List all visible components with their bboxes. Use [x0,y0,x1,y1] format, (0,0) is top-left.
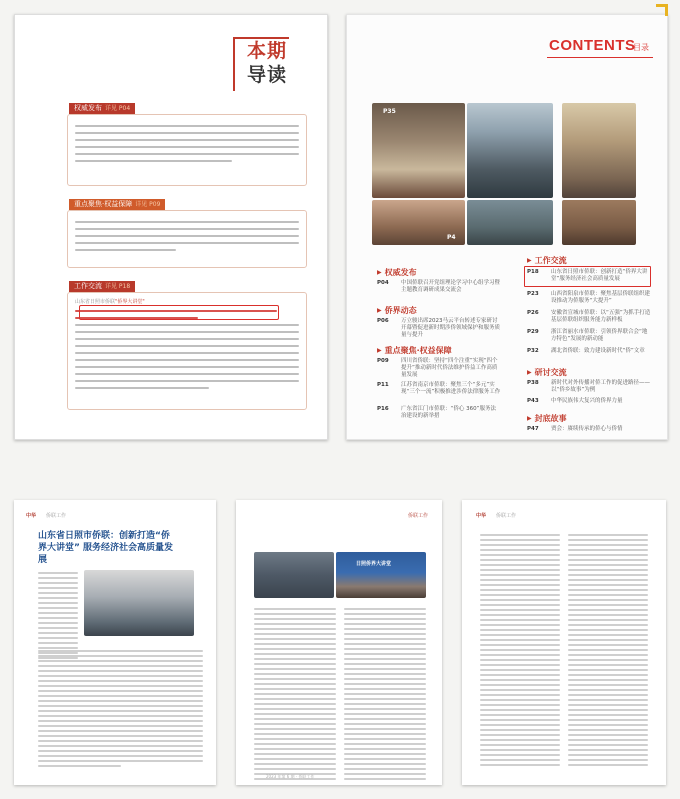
contents-title: CONTENTS [549,37,636,54]
toc-item-p43[interactable]: P43 中华民族伟大复兴的侨界力量 [527,398,623,404]
toc-item-p11[interactable]: P11 江苏省南京市侨联：聚焦三个“多元”实现“三个一流”积极推进涉侨法律服务工作 [377,382,501,395]
photo-label-2: P4 [447,234,456,241]
toc-item-p18[interactable]: P18 山东省日照市侨联：创新打造“侨界大讲堂”服务经济社会高质量发展 [527,269,648,282]
article-photo-1 [84,570,194,636]
mag-section-1: 侨联工作 [46,513,67,519]
article-col-3a [480,534,560,769]
toc-section-dynamics: ▶ 侨界动态 [377,305,417,316]
toc-section-focus: ▶ 重点聚焦·权益保障 [377,345,452,356]
heading-char-3: 导 [247,64,267,86]
toc-item-p04[interactable]: P04 中国侨联召开党组理论学习中心组学习暨主题教育调研成果交流会 [377,280,501,293]
meeting-photo-6 [562,200,636,245]
title-rule [547,57,653,58]
heading-char-2: 期 [267,40,287,62]
contents-subtitle: 目录 [633,43,649,52]
article-col-1 [38,572,78,662]
article-headline: 山东省日照市侨联：创新打造“侨界大讲堂” 服务经济社会高质量发展 [38,531,174,565]
article-page-1 [14,500,216,785]
toc-item-p16[interactable]: P16 广东省江门市侨联：“侨心 360”服务法治建设的新举措 [377,406,496,419]
article-body-1 [38,650,203,770]
preview-page-left [14,14,328,440]
heading-char-1: 本 [247,40,267,62]
meeting-photo-2 [467,103,553,198]
photo-label-1: P35 [383,108,396,115]
toc-section-backcover: ▶ 封底故事 [527,413,567,424]
mag-section-2: 侨联工作 [408,513,429,519]
toc-item-p47[interactable]: P47 贾会：赓续传承的侨心与侨情 [527,426,623,432]
article-photo-2 [254,552,334,598]
article-col-2b [344,608,426,783]
page-footer: 2023 年第 6 期 · 侨联工作 [266,774,315,779]
article-page-3 [462,500,666,785]
article-col-3b [568,534,648,769]
section-tag-focus: 重点聚焦·权益保障 详见 P09 [69,199,165,210]
excerpt-lead: 山东省日照市侨联"侨界大讲堂" [75,299,145,305]
meeting-photo-3 [562,103,636,198]
highlight-box [79,305,279,320]
meeting-photo-1 [372,103,465,198]
heading-char-4: 读 [267,64,287,86]
mag-logo-1: 中华 [26,513,37,519]
toc-item-p23[interactable]: P23 山西省阳泉市侨联：聚焦基层侨联组织建设推动为侨服务“大提升” [527,291,651,304]
article-photo-3 [336,552,426,598]
mag-section-3: 侨联工作 [496,513,517,519]
toc-section-exchange: ▶ 工作交流 [527,255,567,266]
mag-logo-3: 中华 [476,513,487,519]
preview-page-right [346,14,668,440]
meeting-photo-5 [467,200,553,245]
article-col-2a [254,608,336,783]
toc-item-p26[interactable]: P26 安徽省宣城市侨联：以“五强”为抓手打造基层侨联组织服务能力新样板 [527,310,651,323]
toc-item-p09[interactable]: P09 四川省侨联：坚持“四个注重”实现“四个提升”推动新时代侨法维护侨益工作高质量发展 [377,358,498,378]
photo-banner-text: 日照侨界大讲堂 [356,561,392,567]
section-tag-exchange: 工作交流 详见 P18 [69,281,135,292]
section-box-focus [67,210,307,268]
toc-section-research: ▶ 研讨交流 [527,367,567,378]
toc-item-p38[interactable]: P38 新时代对外传播对侨工作的促进路径——以“侨乡故事”为例 [527,380,651,393]
toc-item-p06[interactable]: P06 万立骏出席2023马云平台转述专家研讨开幕暨促进新时期涉侨领域保护和服务质量与提升 [377,318,501,338]
toc-section-authority: ▶ 权威发布 [377,267,417,278]
toc-item-p32[interactable]: P32 湖北省侨联：致力建设新时代“侨”文章 [527,348,645,354]
article-page-2 [236,500,442,785]
section-tag-authority: 权威发布 详见 P04 [69,103,135,114]
corner-ornament-icon [656,4,670,18]
toc-highlight-box [524,266,651,287]
toc-item-p29[interactable]: P29 浙江省丽水市侨联：引领侨界联合会“地方特色”发展的新动能 [527,329,648,342]
section-box-authority [67,114,307,186]
